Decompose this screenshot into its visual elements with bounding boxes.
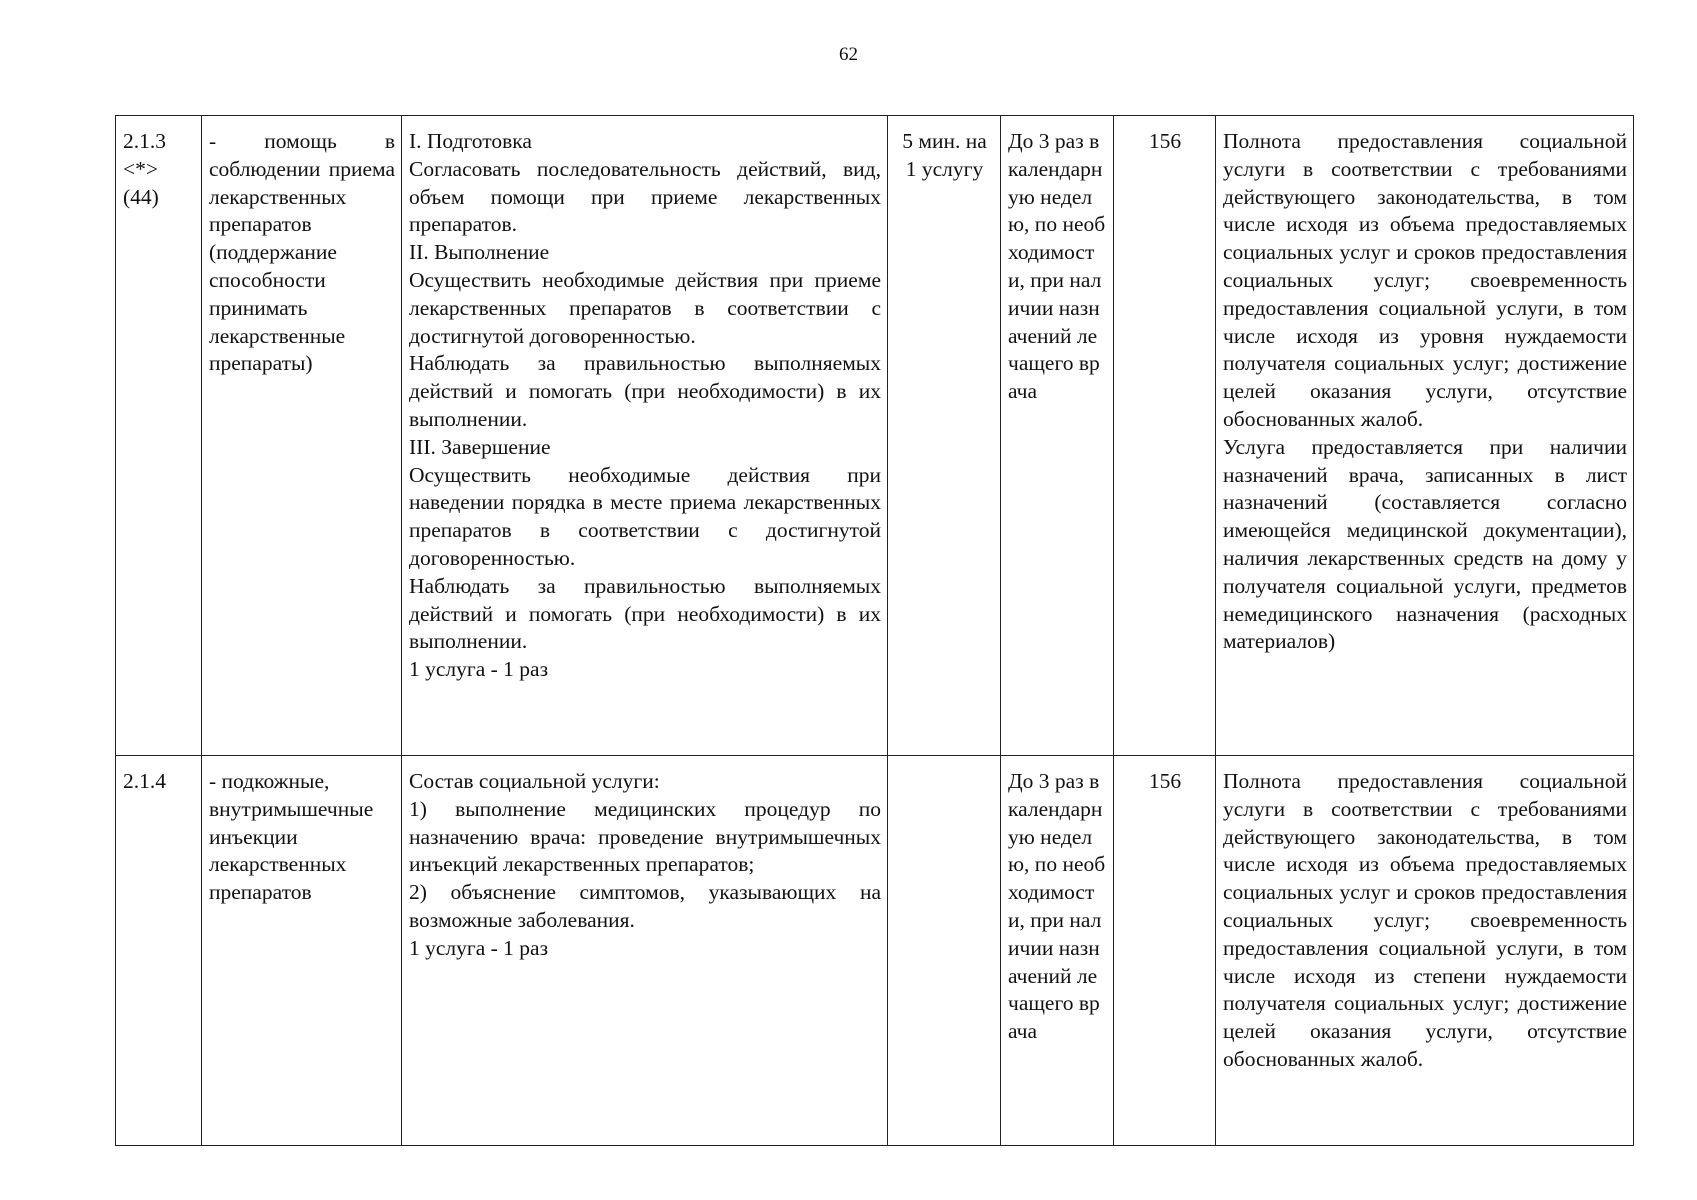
service-quality-cell bbox=[1216, 116, 1634, 756]
content-line: 1 услуга - 1 раз bbox=[409, 657, 549, 682]
service-code-cell bbox=[116, 756, 202, 1146]
service-code-ref: (44) bbox=[123, 184, 159, 209]
service-name: - помощь в соблюдении приема лекарственных препаратов (поддержание способности принимать лекарственные препараты) bbox=[202, 116, 402, 756]
content-line: Осуществить необходимые действия при наведении порядка в месте приема лекарственных препаратов в соответствии с достигнутой договоренностью. bbox=[409, 462, 881, 570]
content-line: 1 услуга - 1 раз bbox=[409, 935, 549, 960]
service-frequency: До 3 раз в календарную неделю, по необходимости, при наличии назначений лечащего врача bbox=[1001, 116, 1114, 756]
service-code: 2.1.4 bbox=[123, 769, 166, 793]
service-code-cell bbox=[116, 116, 202, 756]
content-line: Наблюдать за правильностью выполняемых действий и помогать (при необходимости) в их выполнении. bbox=[409, 351, 881, 431]
service-price: 156 bbox=[1114, 756, 1216, 1146]
services-table bbox=[115, 115, 1634, 1146]
content-line: II. Выполнение bbox=[409, 240, 550, 265]
service-content-cell bbox=[402, 756, 888, 1146]
service-frequency: До 3 раз в календарную неделю, по необходимости, при наличии назначений лечащего врача bbox=[1001, 756, 1114, 1146]
service-time: 5 мин. на 1 услугу bbox=[888, 116, 1001, 756]
content-line: I. Подготовка bbox=[409, 129, 532, 153]
content-line: Состав социальной услуги: bbox=[409, 769, 660, 793]
content-line: Осуществить необходимые действия при приеме лекарственных препаратов в соответствии с достигнутой договоренностью. bbox=[409, 267, 881, 348]
table-row bbox=[116, 756, 1634, 1146]
service-price: 156 bbox=[1114, 116, 1216, 756]
service-code-mark: <*> bbox=[123, 156, 159, 181]
content-line: Согласовать последовательность действий, вид, объем помощи при приеме лекарственных препаратов. bbox=[409, 156, 881, 237]
service-time bbox=[888, 756, 1001, 1146]
quality-line: Полнота предоставления социальной услуги в соответствии с требованиями действующего законодательства, в том числе исходя из объема предоставляемых социальных услуг и сроков предоставления социальных услуг; своевременность предоставления социальной услуги, в том числе исходя из уровня нуждаемости получателя социальных услуг; достижение целей оказания услуги, отсутствие обоснованных жалоб. bbox=[1223, 129, 1627, 431]
service-name: - подкожные, внутримышечные инъекции лекарственных препаратов bbox=[202, 756, 402, 1146]
quality-line: Услуга предоставляется при наличии назначений врача, записанных в лист назначений (составляется согласно имеющейся медицинской документации), наличия лекарственных средств на дому у получателя социальной услуги, предметов немедицинского назначения (расходных материалов) bbox=[1223, 434, 1627, 654]
service-content-cell bbox=[402, 116, 888, 756]
content-line: 1) выполнение медицинских процедур по назначению врача: проведение внутримышечных инъекций лекарственных препаратов; bbox=[409, 796, 881, 877]
content-line: 2) объяснение симптомов, указывающих на возможные заболевания. bbox=[409, 880, 881, 932]
content-line: III. Завершение bbox=[409, 434, 551, 459]
service-code: 2.1.3 bbox=[123, 129, 166, 153]
service-quality-cell bbox=[1216, 756, 1634, 1146]
quality-line: Полнота предоставления социальной услуги в соответствии с требованиями действующего законодательства, в том числе исходя из объема предоставляемых социальных услуг и сроков предоставления социальных услуг; своевременность предоставления социальной услуги, в том числе исходя из степени нуждаемости получателя социальных услуг; достижение целей оказания услуги, отсутствие обоснованных жалоб. bbox=[1223, 769, 1627, 1071]
content-line: Наблюдать за правильностью выполняемых действий и помогать (при необходимости) в их выполнении. bbox=[409, 573, 881, 654]
page-number: 62 bbox=[839, 44, 858, 65]
table-row bbox=[116, 116, 1634, 756]
